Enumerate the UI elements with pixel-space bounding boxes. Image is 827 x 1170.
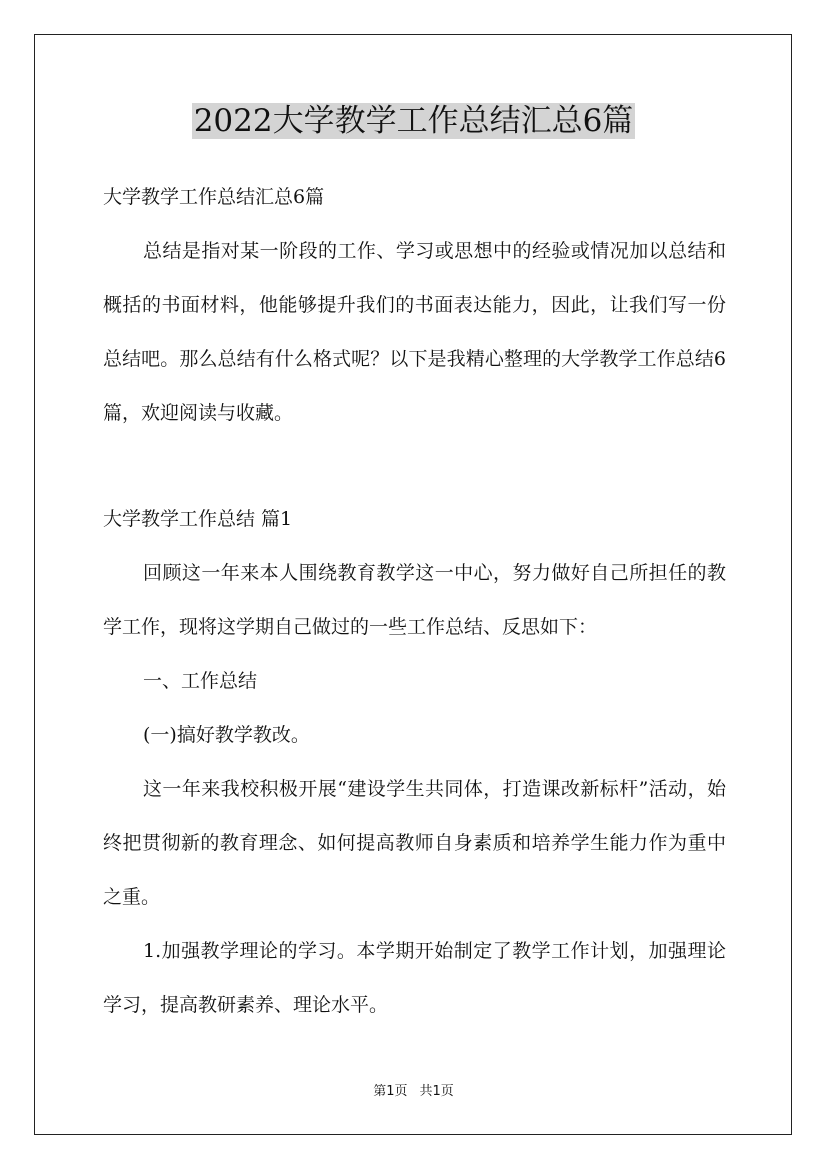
page-number: 第1页 [373, 1084, 408, 1099]
subsection-heading: 一、工作总结 [143, 670, 258, 692]
document-body [103, 170, 726, 1032]
page-footer [0, 1082, 827, 1102]
intro-paragraph: 总结是指对某一阶段的工作、学习或思想中的经验或情况加以总结和概括的书面材料，他能够提升我们的书面表达能力，因此，让我们写一份总结吧。那么总结有什么格式呢？以下是我精心整理的大学教学工作总结6篇，欢迎阅读与收藏。 [103, 240, 726, 424]
body-paragraph: 这一年来我校积极开展“建设学生共同体，打造课改新标杆”活动，始终把贯彻新的教育理念、如何提高教师自身素质和培养学生能力作为重中之重。 [103, 778, 726, 908]
page-total: 共1页 [419, 1084, 454, 1099]
body-paragraph: 回顾这一年来本人围绕教育教学这一中心，努力做好自己所担任的教学工作，现将这学期自己做过的一些工作总结、反思如下： [103, 562, 726, 638]
subsection-heading: (一)搞好教学教改。 [143, 724, 310, 746]
section-heading: 大学教学工作总结 篇1 [103, 508, 293, 530]
paragraph-gap [103, 440, 726, 492]
body-paragraph: 1.加强教学理论的学习。本学期开始制定了教学工作计划，加强理论学习，提高教研素养、理论水平。 [103, 940, 726, 1016]
document-title: 2022大学教学工作总结汇总6篇 [193, 103, 634, 139]
subtitle-line: 大学教学工作总结汇总6篇 [103, 186, 325, 208]
